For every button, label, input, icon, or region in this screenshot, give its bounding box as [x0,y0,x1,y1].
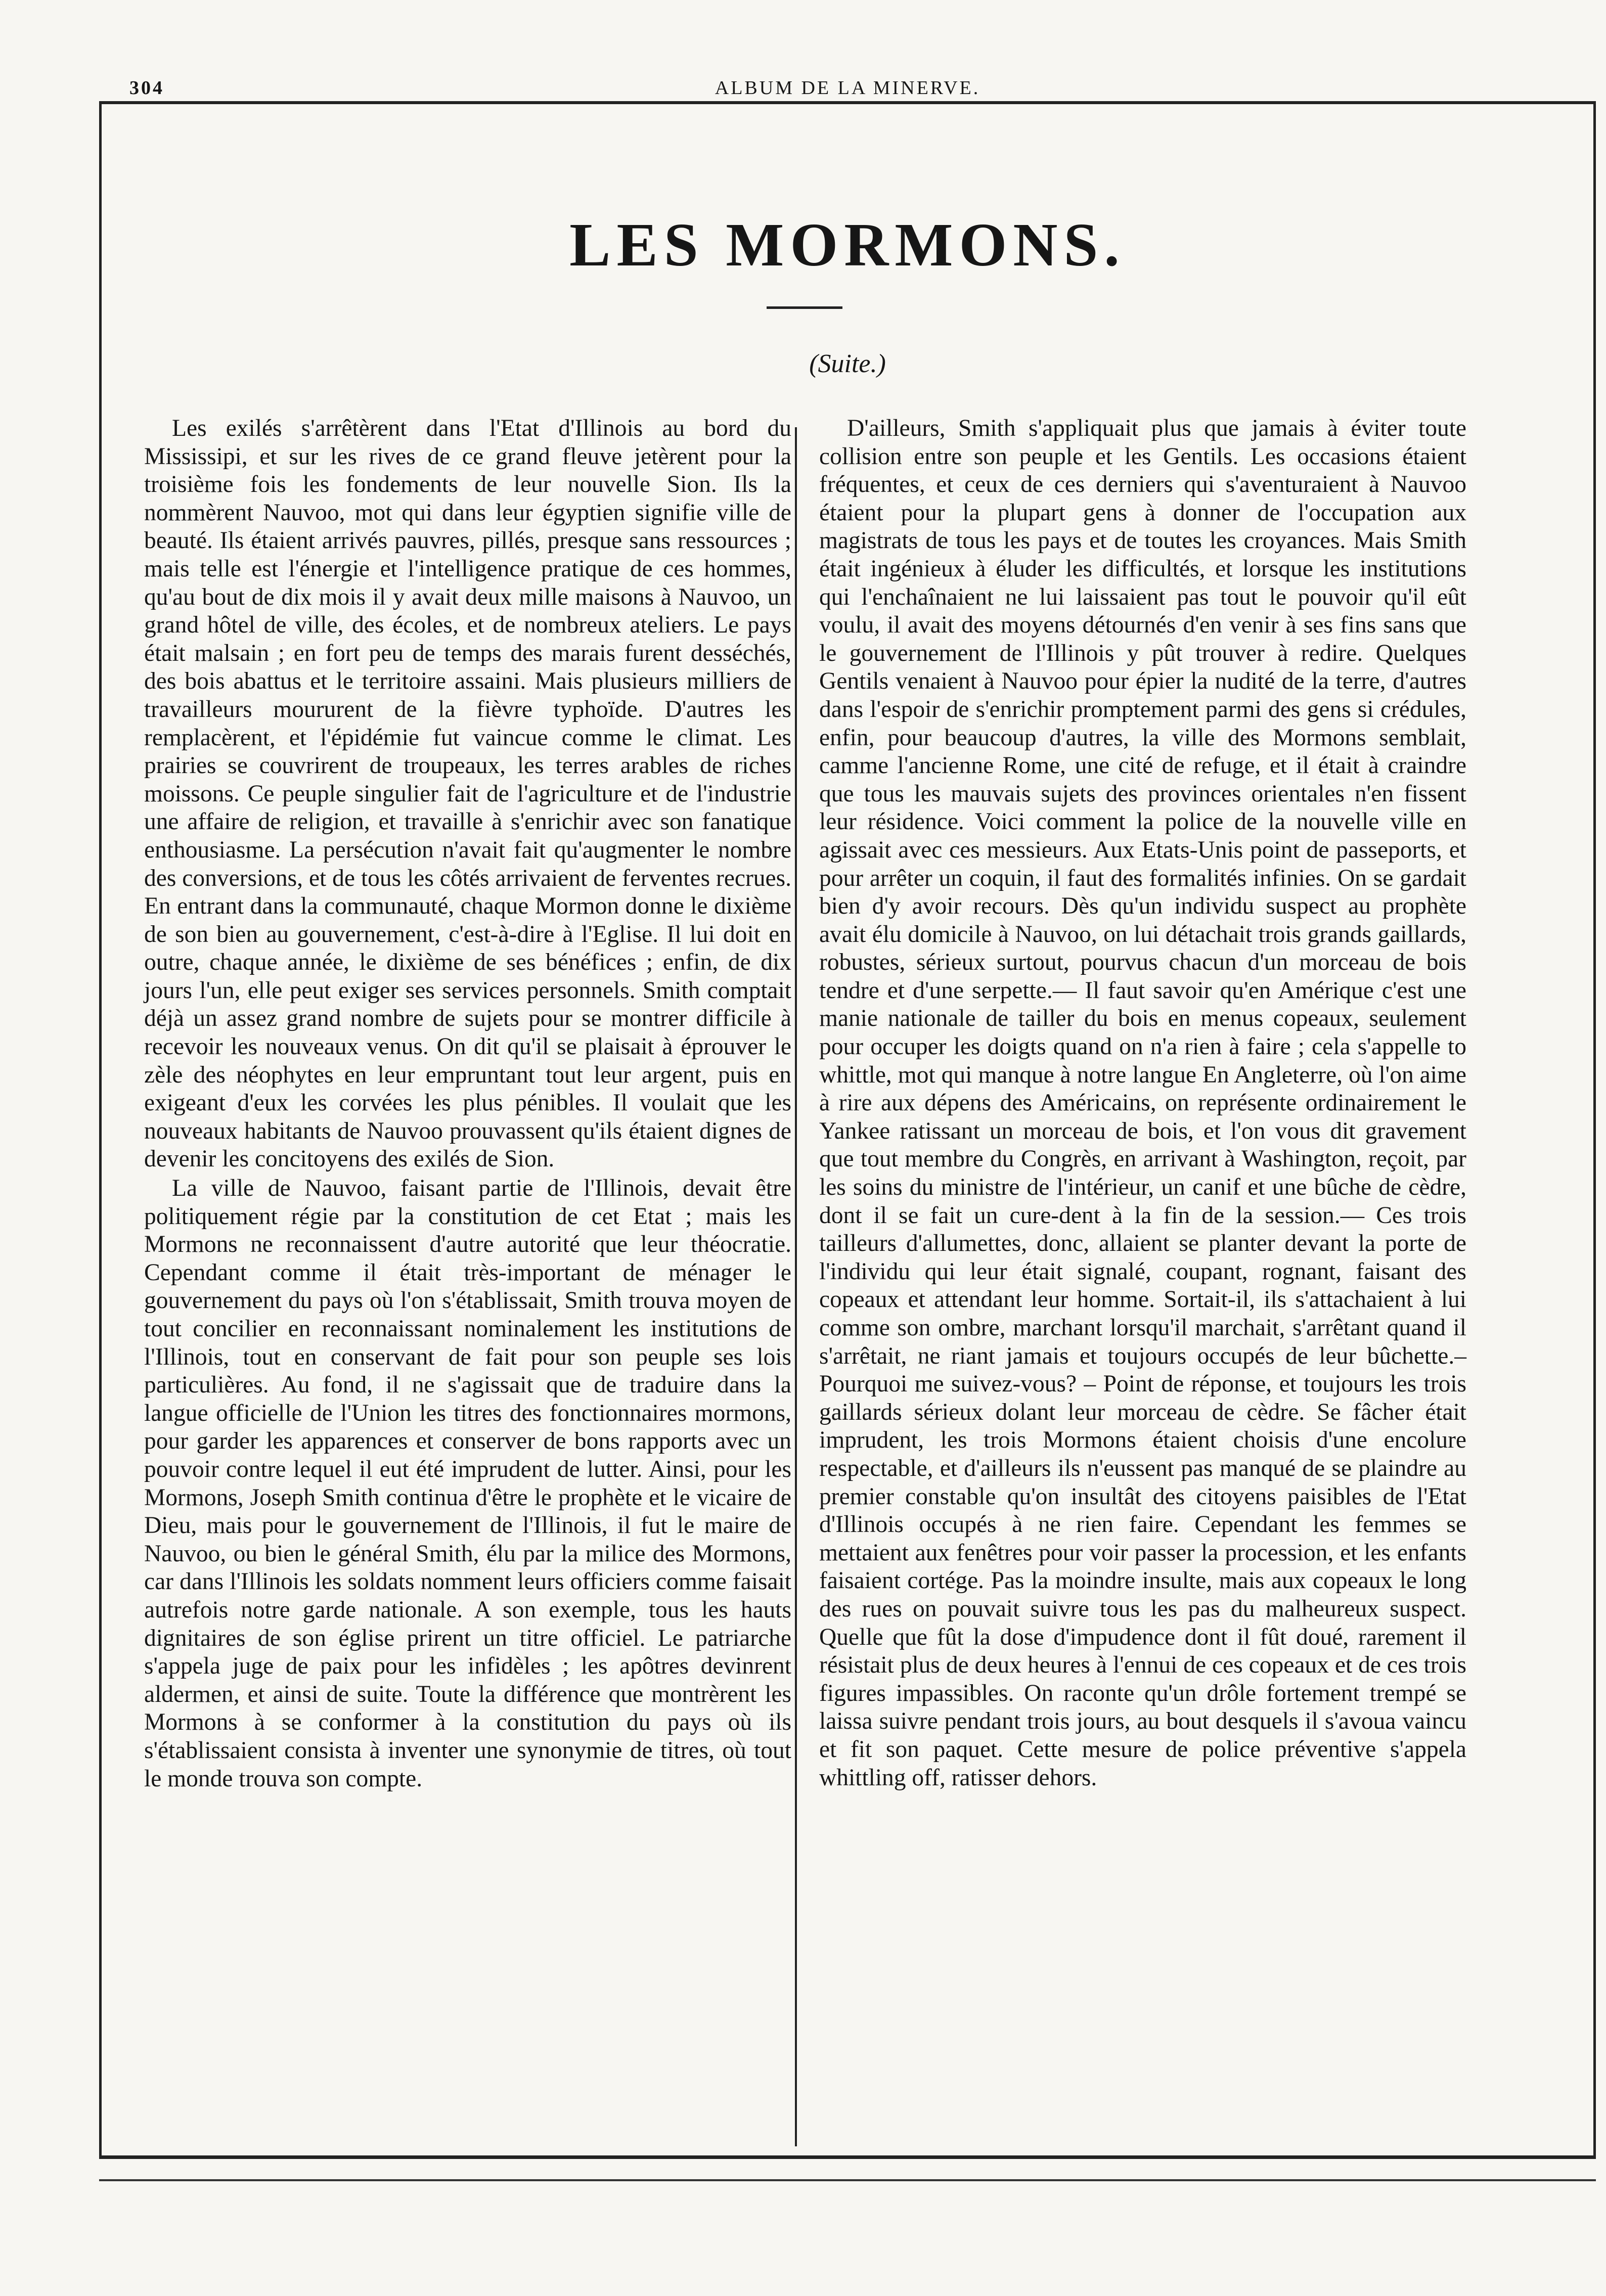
column-divider [795,427,797,2146]
article-title: LES MORMONS. [569,211,1126,279]
title-rule [767,306,842,309]
right-column [819,415,1466,1792]
paragraph: D'ailleurs, Smith s'appliquait plus que jamais à éviter toute collision entre son peuple et les Gentils. Les occasions étaient fréquentes, et ceux de ces derniers qui s'aventuraient à Nauvoo étaient pour la plupart gens à donner de l'occupation aux magistrats de tous les pays et de toutes les croyances. Mais Smith était ingénieux à éluder les difficultés, et lorsque les institutions qui l'enchaînaient ne lui laissaient pas tout le pouvoir qu'il eût voulu, il avait des moyens détournés d'en venir à ses fins sans que le gouvernement de l'Illinois y pût trouver à redire. Quelques Gentils venaient à Nauvoo pour épier la nudité de la terre, d'autres dans l'espoir de s'enrichir promptement parmi des gens si crédules, enfin, pour beaucoup d'autres, la ville des Mormons semblait, camme l'ancienne Rome, une cité de refuge, et il était à craindre que tous les mauvais sujets des provinces orientales n'en fissent leur résidence. Voici comment la police de la nouvelle ville en agissait avec ces messieurs. Aux Etats-Unis point de passeports, et pour arrêter un coquin, il faut des formalités infinies. On se gardait bien d'y avoir recours. Dès qu'un individu suspect au prophète avait élu domicile à Nauvoo, on lui détachait trois grands gaillards, robustes, sérieux surtout, pourvus chacun d'un morceau de bois tendre et d'une serpette.— Il faut savoir qu'en Amérique c'est une manie nationale de tailler du bois en menus copeaux, seulement pour occuper les doigts quand on n'a rien à faire ; cela s'appelle to whittle, mot qui manque à notre langue En Angleterre, où l'on aime à rire aux dépens des Américains, on représente ordinairement le Yankee ratissant un morceau de bois, et l'on vous dit gravement que tout membre du Congrès, en arrivant à Washington, reçoit, par les soins du ministre de l'intérieur, un canif et une bûche de cèdre, dont il se fait un cure-dent à la fin de la session.— Ces trois tailleurs d'allumettes, donc, allaient se planter devant la porte de l'individu qui leur était signalé, coupant, rognant, faisant des copeaux et attendant leur homme. Sortait-il, ils s'attachaient à lui comme son ombre, marchant lorsqu'il marchait, s'arrêtant quand il s'arrêtait, ne riant jamais et toujours occupés de leur bûchette.– Pourquoi me suivez-vous? – Point de réponse, et toujours les trois gaillards sérieux dolant leur morceau de cèdre. Se fâcher était imprudent, les trois Mormons étaient choisis d'une encolure respectable, et d'ailleurs ils n'eussent pas manqué de se plaindre au premier constable qu'on insultât des citoyens paisibles de l'Etat d'Illinois occupés à ne rien faire. Cependant les femmes se mettaient aux fenêtres pour voir passer la procession, et les enfants faisaient cortége. Pas la moindre insulte, mais aux copeaux le long des rues on pouvait suivre tous les pas du malheureux suspect. Quelle que fût la dose d'impudence dont il fût doué, rarement il résistait plus de deux heures à l'ennui de ces copeaux et de ces trois figures impassibles. On raconte qu'un drôle fortement trempé se laissa suivre pendant trois jours, au bout desquels il s'avoua vaincu et fit son paquet. Cette mesure de police préventive s'appela whittling off, ratisser dehors. [819,415,1466,1791]
left-column [144,415,791,1793]
running-head: ALBUM DE LA MINERVE. [715,77,980,99]
article-subtitle: (Suite.) [809,349,886,378]
bottom-rule [99,2179,1596,2181]
page-number: 304 [129,77,164,99]
page-header [99,76,1596,104]
paragraph: Les exilés s'arrêtèrent dans l'Etat d'Illinois au bord du Mississipi, et sur les rives de ce grand fleuve jetèrent pour la troisième fois les fondements de leur nouvelle Sion. Ils la nommèrent Nauvoo, mot qui dans leur égyptien signifie ville de beauté. Ils étaient arrivés pauvres, pillés, presque sans ressources ; mais telle est l'énergie et l'intelligence pratique de ces hommes, qu'au bout de dix mois il y avait deux mille maisons à Nauvoo, un grand hôtel de ville, des écoles, et de nombreux ateliers. Le pays était malsain ; en fort peu de temps des marais furent desséchés, des bois abattus et le territoire assaini. Mais plusieurs milliers de travailleurs moururent de la fièvre typhoïde. D'autres les remplacèrent, et l'épidémie fut vaincue comme le climat. Les prairies se couvrirent de troupeaux, les terres arables de riches moissons. Ce peuple singulier fait de l'agriculture et de l'industrie une affaire de religion, et travaille à s'enrichir avec son fanatique enthousiasme. La persécution n'avait fait qu'augmenter le nombre des conversions, et de tous les côtés arrivaient de ferventes recrues. En entrant dans la communauté, chaque Mormon donne le dixième de son bien au gouvernement, c'est-à-dire à l'Eglise. Il lui doit en outre, chaque année, le dixième de ses bénéfices ; enfin, de dix jours l'un, elle peut exiger ses services personnels. Smith comptait déjà un assez grand nombre de sujets pour se montrer difficile à recevoir les nouveaux venus. On dit qu'il se plaisait à éprouver le zèle des néophytes en leur empruntant tout leur argent, puis en exigeant d'eux les corvées les plus pénibles. Il voulait que les nouveaux habitants de Nauvoo prouvassent qu'ils étaient dignes de devenir les concitoyens des exilés de Sion. [144,415,791,1173]
paragraph: La ville de Nauvoo, faisant partie de l'Illinois, devait être politiquement régie par la constitution de cet Etat ; mais les Mormons ne reconnaissent d'autre autorité que leur théocratie. Cependant comme il était très-important de ménager le gouvernement du pays où l'on s'établissait, Smith trouva moyen de tout concilier en reconnaissant nominalement les institutions de l'Illinois, tout en conservant de fait pour son peuple ses lois particulières. Au fond, il ne s'agissait que de traduire dans la langue officielle de l'Union les titres des fonctionnaires mormons, pour garder les apparences et conserver de bons rapports avec un pouvoir contre lequel il eut été imprudent de lutter. Ainsi, pour les Mormons, Joseph Smith continua d'être le prophète et le vicaire de Dieu, mais pour le gouvernement de l'Illinois, il fut le maire de Nauvoo, ou bien le général Smith, élu par la milice des Mormons, car dans l'Illinois les soldats nomment leurs officiers comme faisait autrefois notre garde nationale. A son exemple, tous les hauts dignitaires de son église prirent un titre officiel. Le patriarche s'appela juge de paix pour les infidèles ; les apôtres devinrent aldermen, et ainsi de suite. Toute la différence que montrèrent les Mormons à se conformer à la constitution du pays où ils s'établissaient consista à inventer une synonymie de titres, où tout le monde trouva son compte. [144,1175,791,1792]
